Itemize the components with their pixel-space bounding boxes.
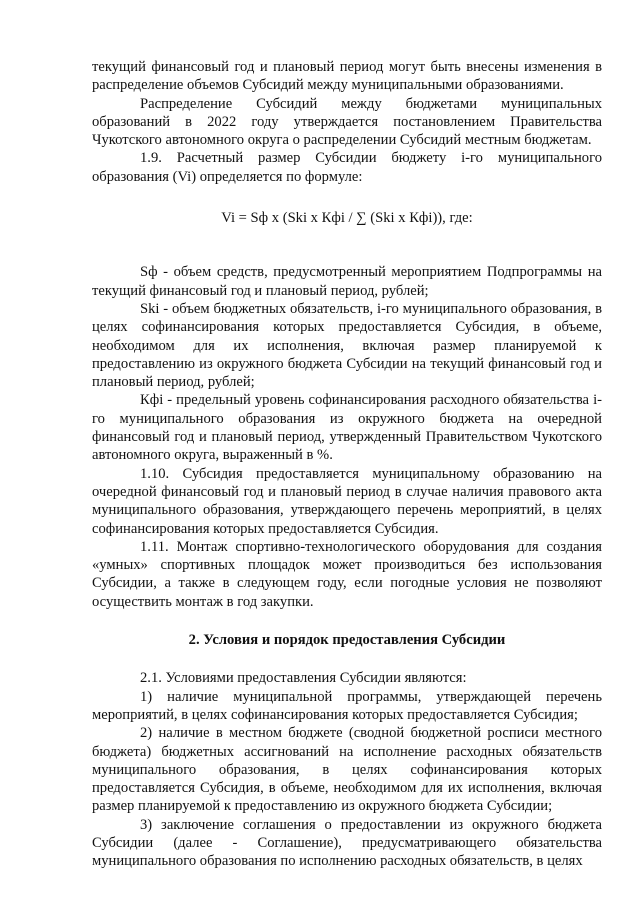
paragraph-2-1-1: 1) наличие муниципальной программы, утверждающей перечень мероприятий, в целях софинансирования которых предоставляется Субсидия;: [92, 688, 602, 723]
formula: Vi = Sф x (Ski x Кфi / ∑ (Ski x Кфi)), где:: [221, 210, 473, 227]
paragraph-2-1-2: 2) наличие в местном бюджете (сводной бюджетной росписи местного бюджета) бюджетных ассигнований на исполнение расходных обязательств муниципального образования, в целях софинансирования которых предоставляется Субсидия, в объеме, необходимом для их исполнения, включая размер планируемой к предоставлению из окружного бюджета Субсидии;: [92, 725, 602, 815]
paragraph-ski: Ski - объем бюджетных обязательств, i-го муниципального образования, в целях софинансирования которых предоставляется Субсидия, в объеме, необходимом для их исполнения, включая размер планируемой к предоставлению из окружного бюджета Субсидии на текущий финансовый год и плановый период, рублей;: [92, 300, 602, 391]
paragraph-2-1: 2.1. Условиями предоставления Субсидии являются:: [140, 670, 467, 687]
paragraph-1-10: 1.10. Субсидия предоставляется муниципальному образованию на очередной финансовый год и плановый период в случае наличия правового акта муниципального образования, утверждающего перечень мероприятий, в целях софинансирования которых предоставляется Субсидия.: [92, 465, 602, 537]
paragraph-1-9: 1.9. Расчетный размер Субсидии бюджету i-го муниципального образования (Vi) определяется по формуле:: [92, 150, 602, 185]
paragraph-2-1-3: 3) заключение соглашения о предоставлении из окружного бюджета Субсидии (далее - Соглашение), предусматривающего обязательства муниципального образования по исполнению расходных обязательств, в целях: [92, 816, 602, 870]
document-page: [92, 58, 602, 871]
paragraph-sf: Sф - объем средств, предусмотренный мероприятием Подпрограммы на текущий финансовый год и плановый период, рублей;: [92, 264, 602, 299]
paragraph-distribution: Распределение Субсидий между бюджетами муниципальных образований в 2022 году утверждается постановлением Правительства Чукотского автономного округа о распределении Субсидий местным бюджетам.: [92, 95, 602, 149]
paragraph-kfi: Кфi - предельный уровень софинансирования расходного обязательства i-го муниципального образования из окружного бюджета на очередной финансовый год и плановый период, утвержденный Правительством Чукотского автономного округа, выраженный в %.: [92, 392, 602, 464]
paragraph-intro: текущий финансовый год и плановый период могут быть внесены изменения в распределение объемов Субсидий между муниципальными образованиями.: [92, 59, 602, 94]
section-heading-2: 2. Условия и порядок предоставления Субсидии: [188, 632, 506, 649]
paragraph-1-11: 1.11. Монтаж спортивно-технологического оборудования для создания «умных» спортивных площадок может производиться без использования Субсидии, а также в следующем году, если погодные условия не позволяют осуществить монтаж в год закупки.: [92, 538, 602, 610]
